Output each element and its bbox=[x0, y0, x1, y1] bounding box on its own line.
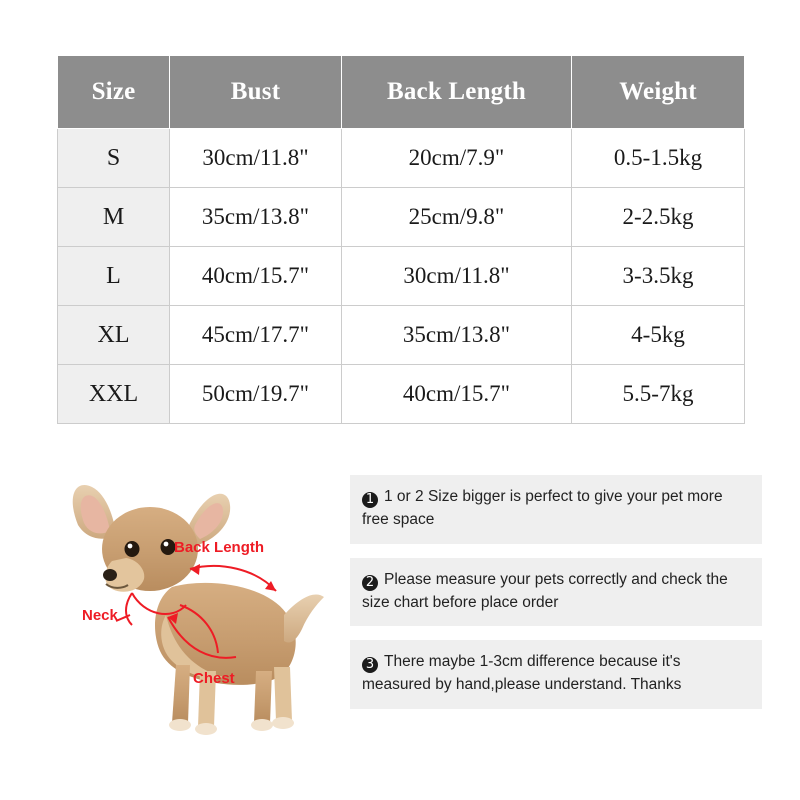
size-chart bbox=[57, 55, 744, 424]
cell-bust: 35cm/13.8" bbox=[170, 188, 342, 247]
note-text-3: There maybe 1-3cm difference because it's measured by hand,please understand. Thanks bbox=[362, 653, 682, 694]
number-badge-1-icon: 1 bbox=[362, 492, 378, 508]
table-row bbox=[58, 247, 745, 306]
column-header-back-length: Back Length bbox=[342, 56, 572, 129]
cell-back-length: 40cm/15.7" bbox=[342, 365, 572, 424]
label-neck: Neck bbox=[82, 607, 118, 624]
cell-weight: 0.5-1.5kg bbox=[572, 129, 745, 188]
cell-bust: 30cm/11.8" bbox=[170, 129, 342, 188]
cell-size: S bbox=[58, 129, 170, 188]
table-row bbox=[58, 365, 745, 424]
cell-weight: 2-2.5kg bbox=[572, 188, 745, 247]
cell-bust: 45cm/17.7" bbox=[170, 306, 342, 365]
dog-measurement-diagram bbox=[40, 465, 340, 755]
label-chest: Chest bbox=[193, 670, 235, 687]
table-row bbox=[58, 188, 745, 247]
cell-size: XXL bbox=[58, 365, 170, 424]
cell-back-length: 20cm/7.9" bbox=[342, 129, 572, 188]
cell-back-length: 30cm/11.8" bbox=[342, 247, 572, 306]
note-item-1 bbox=[350, 475, 762, 544]
note-item-2 bbox=[350, 558, 762, 627]
cell-weight: 5.5-7kg bbox=[572, 365, 745, 424]
cell-size: L bbox=[58, 247, 170, 306]
cell-size: M bbox=[58, 188, 170, 247]
note-text-1: 1 or 2 Size bigger is perfect to give your pet more free space bbox=[362, 488, 723, 529]
column-header-weight: Weight bbox=[572, 56, 745, 129]
cell-bust: 40cm/15.7" bbox=[170, 247, 342, 306]
column-header-bust: Bust bbox=[170, 56, 342, 129]
number-badge-3-icon: 3 bbox=[362, 657, 378, 673]
note-text-2: Please measure your pets correctly and check the size chart before place order bbox=[362, 570, 728, 611]
notes-list bbox=[350, 475, 762, 723]
note-item-3 bbox=[350, 640, 762, 709]
cell-size: XL bbox=[58, 306, 170, 365]
cell-back-length: 35cm/13.8" bbox=[342, 306, 572, 365]
table-header-row bbox=[58, 56, 745, 129]
size-chart-table bbox=[57, 55, 745, 424]
number-badge-2-icon: 2 bbox=[362, 575, 378, 591]
measurement-guide-section bbox=[0, 455, 800, 800]
table-row bbox=[58, 306, 745, 365]
table-row bbox=[58, 129, 745, 188]
label-back-length: Back Length bbox=[174, 539, 265, 556]
column-header-size: Size bbox=[58, 56, 170, 129]
cell-weight: 4-5kg bbox=[572, 306, 745, 365]
cell-bust: 50cm/19.7" bbox=[170, 365, 342, 424]
cell-weight: 3-3.5kg bbox=[572, 247, 745, 306]
cell-back-length: 25cm/9.8" bbox=[342, 188, 572, 247]
